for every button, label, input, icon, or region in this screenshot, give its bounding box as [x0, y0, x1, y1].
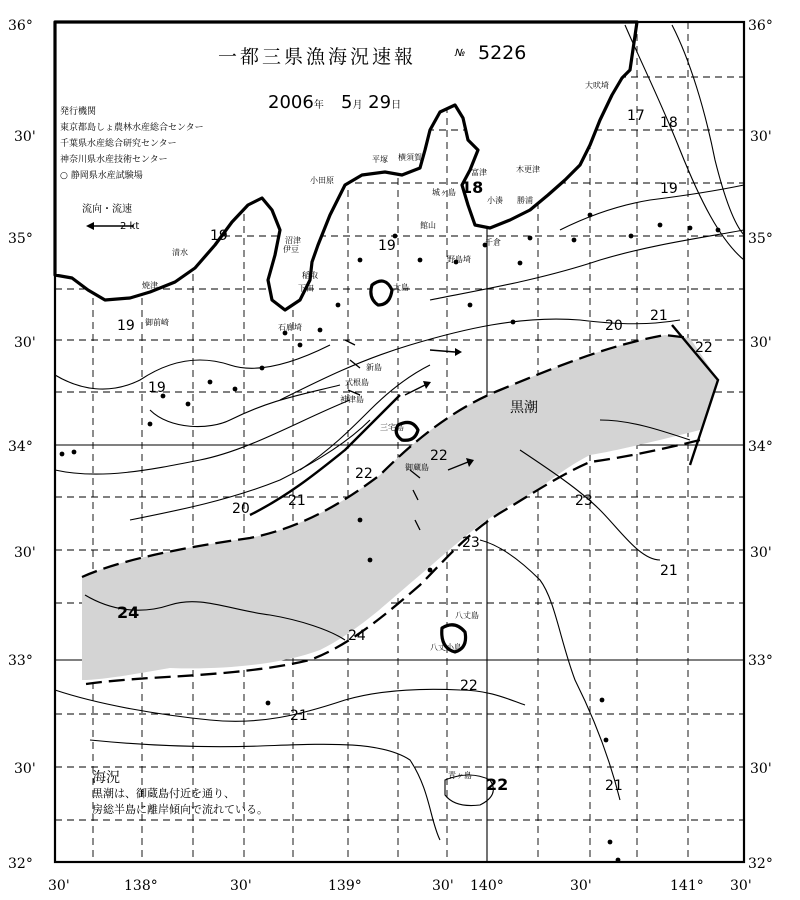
- place-name: 千倉: [485, 238, 501, 247]
- isotherm-label: 19: [148, 380, 166, 396]
- lat-tick: 34°: [748, 439, 773, 455]
- kuroshio-band: [82, 325, 718, 684]
- lon-tick: 30': [48, 878, 70, 894]
- lat-tick: 32°: [8, 856, 33, 872]
- lat-tick: 30': [750, 545, 772, 561]
- issuer-item: 東京都島しょ農林水産総合センター: [60, 123, 204, 133]
- lon-tick: 30': [432, 878, 454, 894]
- date-year-unit: 年: [313, 100, 324, 111]
- lat-tick: 30': [14, 129, 36, 145]
- isotherm-label: 24: [348, 628, 366, 644]
- isotherm-label: 20: [232, 501, 250, 517]
- lat-tick: 30': [14, 545, 36, 561]
- isotherm-label: 19: [117, 318, 135, 334]
- isotherm-label: 22: [695, 340, 713, 356]
- place-name: 館山: [420, 221, 436, 230]
- isotherm-label: 22: [460, 678, 478, 694]
- date-day: 29: [368, 92, 392, 113]
- issuer-item: ○ 静岡県水産試験場: [60, 171, 143, 181]
- longitude-labels: [48, 878, 752, 894]
- current-legend-speed: 2 kt: [120, 221, 140, 232]
- place-name: 御前崎: [145, 318, 169, 327]
- date-day-unit: 日: [391, 100, 402, 111]
- lat-tick: 32°: [748, 856, 773, 872]
- kuroshio-label: 黒潮: [510, 400, 538, 416]
- place-name: 三宅島: [380, 423, 404, 432]
- lon-tick: 138°: [124, 878, 158, 894]
- place-name: 野島埼: [447, 255, 471, 264]
- place-name: 八丈小島: [430, 643, 462, 652]
- place-name: 勝浦: [517, 196, 533, 205]
- isotherm-label: 23: [575, 493, 593, 509]
- isotherm-label: 19: [378, 238, 396, 254]
- lat-tick: 33°: [8, 653, 33, 669]
- lon-tick: 30': [730, 878, 752, 894]
- isotherm-label: 21: [288, 493, 306, 509]
- issue-date: [268, 92, 401, 113]
- isotherm-label: 18: [660, 115, 678, 131]
- conditions-line: 黒潮は、御蔵島付近を通り、: [92, 787, 235, 800]
- conditions-line: 房総半島に離岸傾向で流れている。: [92, 803, 268, 816]
- lon-tick: 30': [230, 878, 252, 894]
- isotherm-label: 19: [660, 181, 678, 197]
- isotherm-label: 19: [210, 228, 228, 244]
- place-name: 式根島: [345, 378, 369, 387]
- lon-tick: 139°: [328, 878, 362, 894]
- isotherm-label: 21: [605, 778, 623, 794]
- lat-tick: 34°: [8, 439, 33, 455]
- place-name: 下田: [298, 284, 314, 293]
- isotherm-label: 22: [486, 775, 509, 794]
- sea-conditions-note: [92, 770, 268, 818]
- isotherm-label: 22: [355, 466, 373, 482]
- place-name: 焼津: [142, 281, 158, 290]
- issue-no-label: №: [455, 48, 466, 59]
- issuer-item: 神奈川県水産技術センター: [60, 155, 168, 165]
- lat-tick: 36°: [748, 18, 773, 34]
- place-name: 八丈島: [455, 611, 479, 620]
- place-name: 稲取: [302, 271, 318, 280]
- isotherm-label: 21: [650, 308, 668, 324]
- date-month-unit: 月: [352, 100, 363, 111]
- conditions-heading: 海況: [92, 770, 120, 786]
- report-title: 一都三県漁海況速報: [218, 46, 417, 68]
- isotherm-label: 18: [461, 178, 484, 197]
- isotherm-label: 21: [660, 563, 678, 579]
- place-name: 石廊埼: [278, 323, 302, 332]
- izu-oshima: [371, 281, 392, 305]
- lat-tick: 36°: [8, 18, 33, 34]
- issuing-agencies: [60, 104, 204, 184]
- place-name: 小湊: [487, 196, 503, 205]
- current-legend-label: 流向・流速: [82, 204, 132, 215]
- lat-tick: 33°: [748, 653, 773, 669]
- place-name: 木更津: [516, 165, 540, 174]
- place-name: 小田原: [310, 176, 334, 185]
- date-month: 5: [340, 92, 353, 113]
- lon-tick: 140°: [470, 878, 504, 894]
- lat-tick: 30': [750, 129, 772, 145]
- lon-tick: 30': [570, 878, 592, 894]
- place-name: 大吠埼: [585, 81, 609, 90]
- place-name: 大島: [393, 283, 409, 292]
- date-year: 2006: [268, 92, 314, 113]
- place-name: 伊豆: [283, 245, 299, 254]
- lat-tick: 35°: [748, 231, 773, 247]
- lon-tick: 141°: [670, 878, 704, 894]
- issuer-item: 千葉県水産総合研究センター: [60, 139, 177, 149]
- place-name: 平塚: [372, 155, 388, 164]
- isotherm-label: 20: [605, 318, 623, 334]
- current-legend: [82, 200, 139, 232]
- isotherm-label: 23: [462, 535, 480, 551]
- isotherm-label: 21: [290, 708, 308, 724]
- lat-tick: 30': [14, 761, 36, 777]
- place-name: 御蔵島: [405, 463, 429, 472]
- lat-tick: 35°: [8, 231, 33, 247]
- place-name: 沼津: [285, 236, 301, 245]
- place-name: 城ヶ島: [432, 188, 456, 197]
- place-name: 横須賀: [398, 153, 422, 162]
- issue-number: 5226: [478, 42, 527, 64]
- issuers-heading: 発行機関: [60, 107, 97, 117]
- isotherm-label: 22: [430, 448, 448, 464]
- place-name: 新島: [366, 363, 382, 372]
- isotherm-label: 24: [117, 603, 140, 622]
- isotherm-label: 17: [627, 108, 645, 124]
- place-name: 神津島: [340, 395, 364, 404]
- place-name: 青ヶ島: [448, 771, 472, 780]
- lat-tick: 30': [750, 335, 772, 351]
- lat-tick: 30': [750, 761, 772, 777]
- lat-tick: 30': [14, 335, 36, 351]
- place-name: 清水: [172, 248, 188, 257]
- place-name: 富津: [471, 168, 487, 177]
